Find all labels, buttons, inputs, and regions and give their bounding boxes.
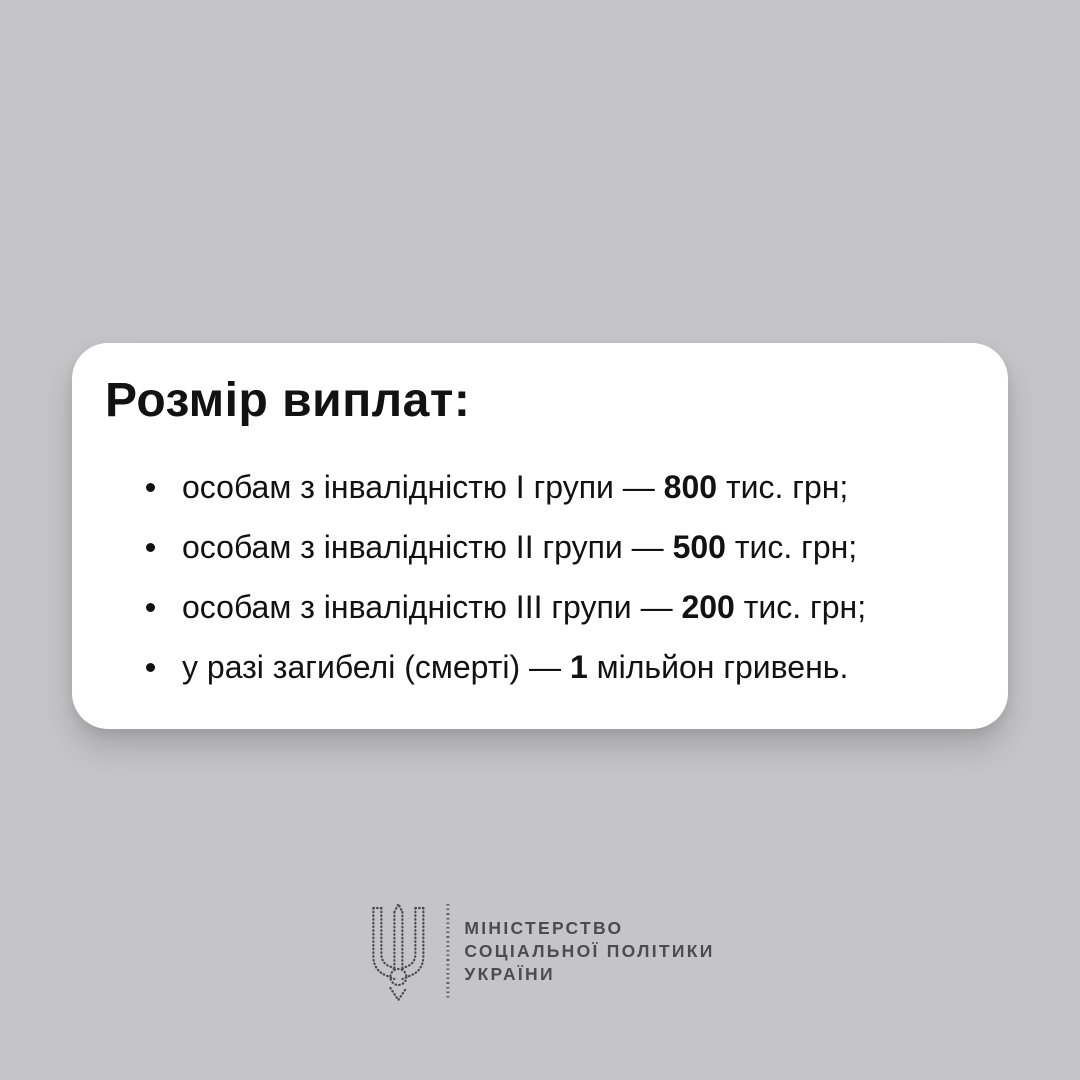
list-item [146, 585, 978, 629]
ministry-logo [365, 901, 714, 1001]
bullet-text [182, 525, 857, 569]
bullet-text-rest: мільйон гривень. [587, 649, 849, 685]
tryzub-icon [365, 901, 431, 1001]
page-title: Розмір виплат: [105, 374, 471, 427]
bullet-text-regular: особам з інвалідністю ІІ групи — [182, 529, 673, 565]
list-item [146, 465, 978, 509]
bullet-text-rest: тис. грн; [717, 469, 849, 505]
bullet-text-regular: особам з інвалідністю ІІІ групи — [182, 589, 682, 625]
bullet-text-rest: тис. грн; [734, 589, 867, 625]
bullet-dot-icon [146, 543, 155, 552]
bullet-amount: 800 [663, 469, 718, 505]
bullet-amount: 1 [569, 649, 588, 685]
payments-list [105, 465, 978, 689]
bullet-text [182, 585, 866, 629]
bullet-amount: 500 [672, 529, 726, 565]
bullet-text [182, 645, 848, 689]
list-item [146, 525, 978, 569]
list-item [146, 645, 978, 689]
bullet-dot-icon [146, 663, 155, 672]
payments-card [72, 343, 1008, 729]
bullet-text [182, 465, 848, 509]
logo-divider [446, 904, 449, 998]
bullet-dot-icon [146, 483, 155, 492]
bullet-text-rest: тис. грн; [725, 529, 858, 565]
ministry-name [464, 917, 714, 986]
bullet-dot-icon [146, 603, 155, 612]
bullet-text-regular: у разі загибелі (смерті) — [182, 649, 570, 685]
ministry-line: УКРАЇНИ [464, 963, 555, 984]
bullet-text-regular: особам з інвалідністю І групи — [182, 469, 664, 505]
ministry-line: МІНІСТЕРСТВО [464, 917, 624, 938]
bullet-amount: 200 [681, 589, 735, 625]
ministry-line: СОЦІАЛЬНОЇ ПОЛІТИКИ [464, 940, 715, 961]
